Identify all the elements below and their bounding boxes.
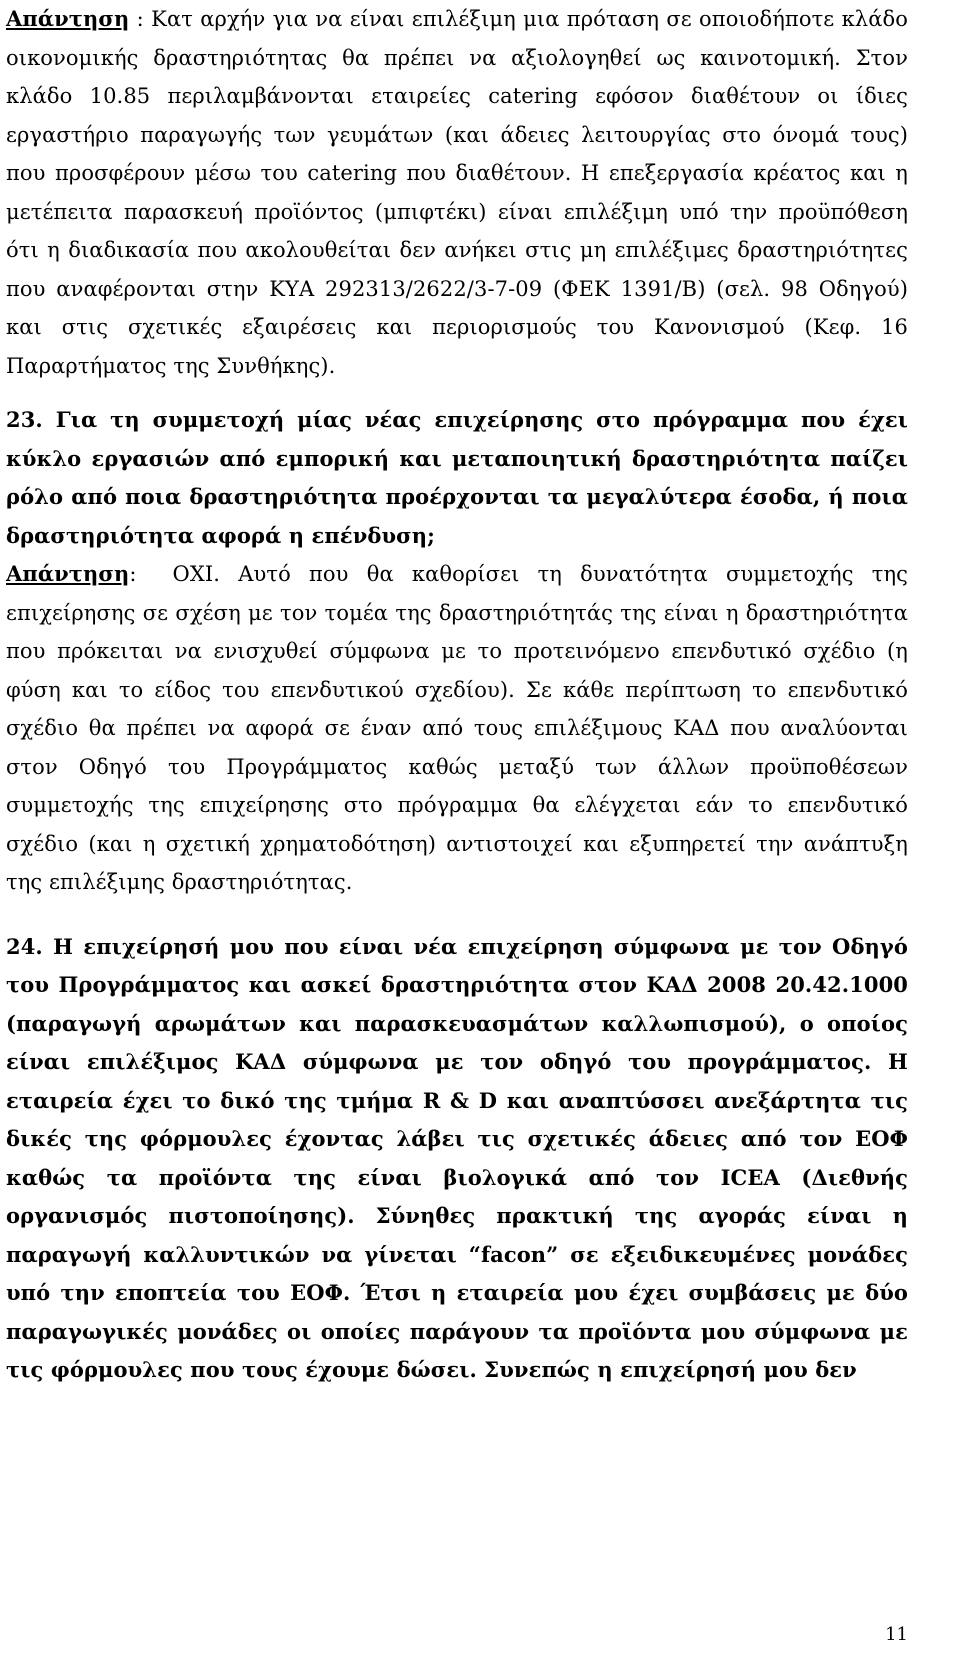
answer-text: ΟΧΙ. Αυτό που θα καθορίσει τη δυνατότητα συμμετοχής της επιχείρησης σε σχέση με τον τομέα της δραστηριότητάς της είναι η δραστηριότητα που πρόκειται να ενισχυθεί σύμφωνα με το προτεινόμενο επενδυτικό σχέδιο (η φύση και το είδος του επενδυτικού σχεδίου). Σε κάθε περίπτωση το επενδυτικό σχέδιο θα πρέπει να αφορά σε έναν από τους επιλέξιμους ΚΑΔ που αναλύονται στον Οδηγό του Προγράμματος καθώς μεταξύ των άλλων προϋποθέσεων συμμετοχής της επιχείρησης στο πρόγραμμα θα ελέγχεται εάν το επενδυτικό σχέδιο (και η σχετική χρηματοδότηση) αντιστοιχεί και εξυπηρετεί την ανάπτυξη της επιλέξιμης δραστηριότητας. [6, 562, 908, 894]
answer-label: Απάντηση [6, 6, 130, 31]
question-23: 23. Για τη συμμετοχή μίας νέας επιχείρησης στο πρόγραμμα που έχει κύκλο εργασιών από εμπορική και μεταποιητική δραστηριότητα παίζει ρόλο από ποια δραστηριότητα προέρχονται τα μεγαλύτερα έσοδα, ή ποια δραστηριότητα αφορά η επένδυση; [6, 407, 908, 548]
answer-paragraph-23 [6, 555, 908, 902]
answer-label-suffix: : [129, 562, 137, 586]
answer-text: : Κατ αρχήν για να είναι επιλέξιμη μια πρόταση σε οποιοδήποτε κλάδο οικονομικής δραστηριότητας θα πρέπει να αξιολογηθεί ως καινοτομική. Στον κλάδο 10.85 περιλαμβάνονται εταιρείες catering εφόσον διαθέτουν οι ίδιες εργαστήριο παραγωγής των γευμάτων (και άδειες λειτουργίας στο όνομά τους) που προσφέρουν μέσω του catering που διαθέτουν. Η επεξεργασία κρέατος και η μετέπειτα παρασκευή προϊόντος (μπιφτέκι) είναι επιλέξιμη υπό την προϋπόθεση ότι η διαδικασία που ακολουθείται δεν ανήκει στις μη επιλέξιμες δραστηριότητες που αναφέρονται στην ΚΥΑ 292313/2622/3-7-09 (ΦΕΚ 1391/Β) (σελ. 98 Οδηγού) και στις σχετικές εξαιρέσεις και περιορισμούς του Κανονισμού (Κεφ. 16 Παραρτήματος της Συνθήκης). [6, 7, 908, 378]
answer-label: Απάντηση [6, 561, 130, 586]
page-number: 11 [885, 1624, 908, 1645]
answer-paragraph-22 [6, 0, 908, 385]
question-24: 24. Η επιχείρησή μου που είναι νέα επιχείρηση σύμφωνα με τον Οδηγό του Προγράμματος και ασκεί δραστηριότητα στον ΚΑΔ 2008 20.42.1000 (παραγωγή αρωμάτων και παρασκευασμάτων καλλωπισμού), ο οποίος είναι επιλέξιμος ΚΑΔ σύμφωνα με τον οδηγό του προγράμματος. Η εταιρεία έχει το δικό της τμήμα R & D και αναπτύσσει ανεξάρτητα τις δικές της φόρμουλες έχοντας λάβει τις σχετικές άδειες από τον ΕΟΦ καθώς τα προϊόντα της είναι βιολογικά από τον ICEA (Διεθνής οργανισμός πιστοποίησης). Σύνηθες πρακτική της αγοράς είναι η παραγωγή καλλυντικών να γίνεται “facon” σε εξειδικευμένες μονάδες υπό την εποπτεία του ΕΟΦ. Έτσι η εταιρεία μου έχει συμβάσεις με δύο παραγωγικές μονάδες οι οποίες παράγουν τα προϊόντα μου σύμφωνα με τις φόρμουλες που τους έχουμε δώσει. Συνεπώς η επιχείρησή μου δεν [6, 933, 908, 1382]
